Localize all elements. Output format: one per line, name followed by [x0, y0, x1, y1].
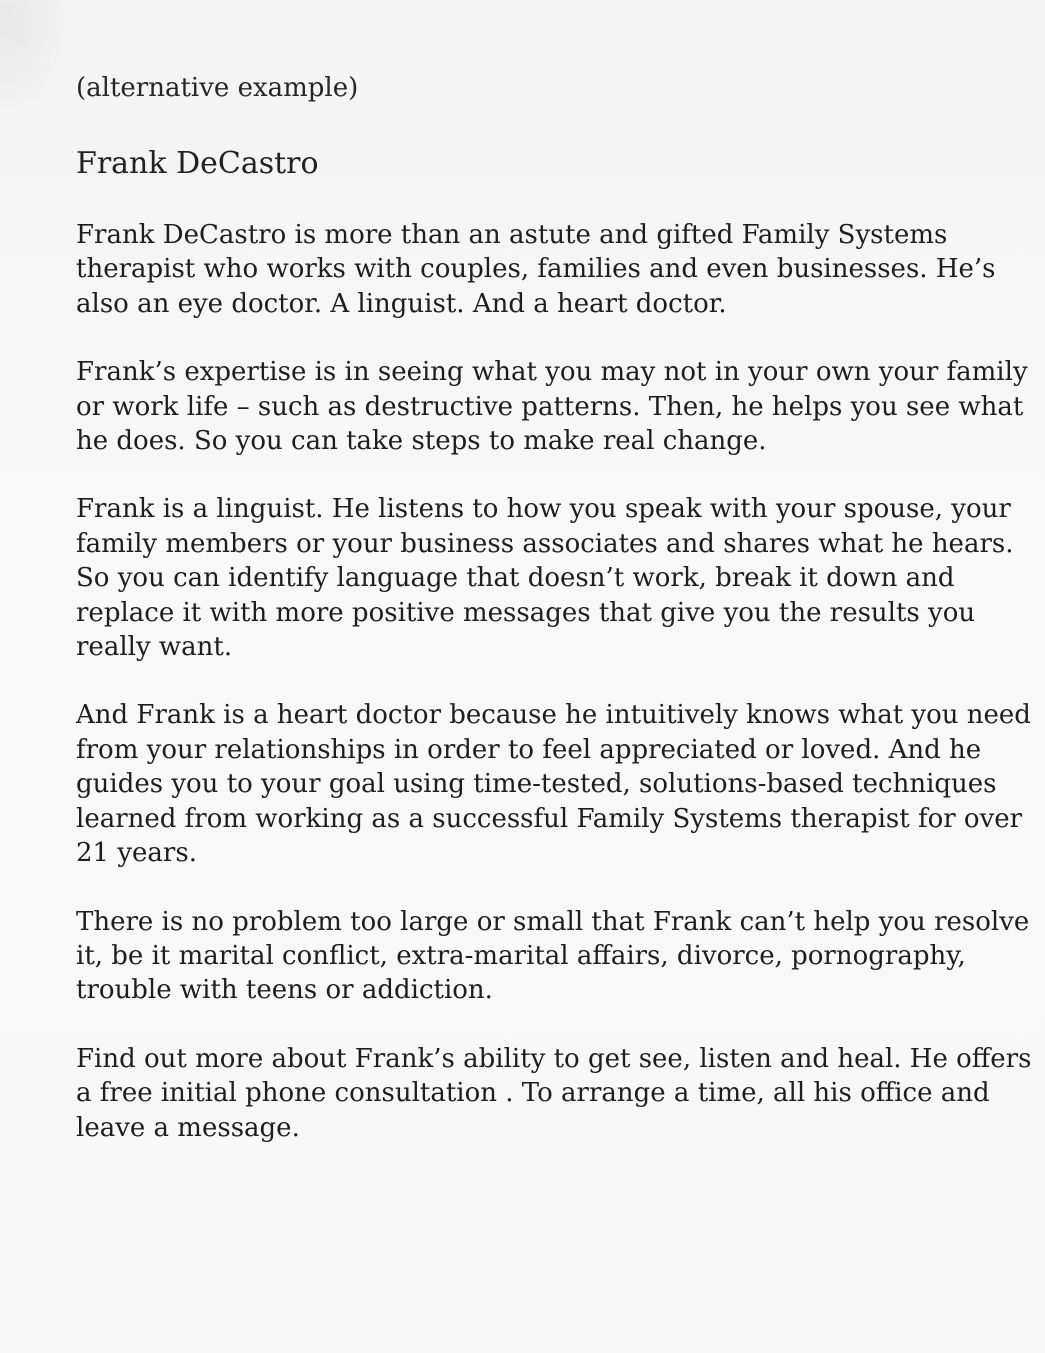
paragraph-line: replace it with more positive messages that give you the results you: [76, 597, 976, 628]
paragraph-line: therapist who works with couples, families and even businesses. He’s: [76, 254, 996, 285]
paragraph-line: trouble with teens or addiction.: [76, 975, 493, 1006]
paragraph-5: [76, 905, 1030, 1008]
paragraph-line: it, be it marital conflict, extra-marital affairs, divorce, pornography,: [76, 940, 966, 971]
paragraph-line: Frank’s expertise is in seeing what you may not in your own your family: [76, 357, 1028, 388]
paragraph-line: Find out more about Frank’s ability to get see, listen and heal. He offers: [76, 1043, 1032, 1074]
paragraph-line: from your relationships in order to feel appreciated or loved. And he: [76, 734, 982, 765]
paragraph-line: also an eye doctor. A linguist. And a heart doctor.: [76, 288, 727, 319]
document-title: Frank DeCastro: [76, 146, 319, 181]
paragraph-line: guides you to your goal using time-tested, solutions-based techniques: [76, 769, 997, 800]
paragraph-line: or work life – such as destructive patterns. Then, he helps you see what: [76, 391, 1024, 422]
paragraph-line: a free initial phone consultation . To arrange a time, all his office and: [76, 1078, 990, 1109]
scan-shadow: [0, 0, 70, 120]
paragraph-line: leave a message.: [76, 1112, 300, 1143]
paragraph-6: [76, 1042, 1032, 1145]
paragraph-line: There is no problem too large or small that Frank can’t help you resolve: [76, 906, 1030, 937]
paragraph-line: And Frank is a heart doctor because he intuitively knows what you need: [76, 700, 1031, 731]
paragraph-line: family members or your business associates and shares what he hears.: [76, 528, 1014, 559]
paragraph-line: he does. So you can take steps to make real change.: [76, 426, 767, 457]
paragraph-4: [76, 698, 1031, 870]
document-content: [76, 70, 1032, 1179]
paragraph-line: Frank DeCastro is more than an astute and gifted Family Systems: [76, 220, 948, 250]
paragraph-line: Frank is a linguist. He listens to how you speak with your spouse, your: [76, 494, 1011, 525]
paragraph-line: 21 years.: [76, 838, 197, 869]
paragraph-2: [76, 355, 1028, 458]
paragraph-line: learned from working as a successful Family Systems therapist for over: [76, 803, 1023, 834]
paragraph-line: really want.: [76, 632, 233, 663]
paragraph-3: [76, 492, 1014, 664]
paragraph-1: [76, 218, 996, 321]
paragraph-line: So you can identify language that doesn’t work, break it down and: [76, 563, 955, 594]
document-note: (alternative example): [76, 73, 359, 103]
